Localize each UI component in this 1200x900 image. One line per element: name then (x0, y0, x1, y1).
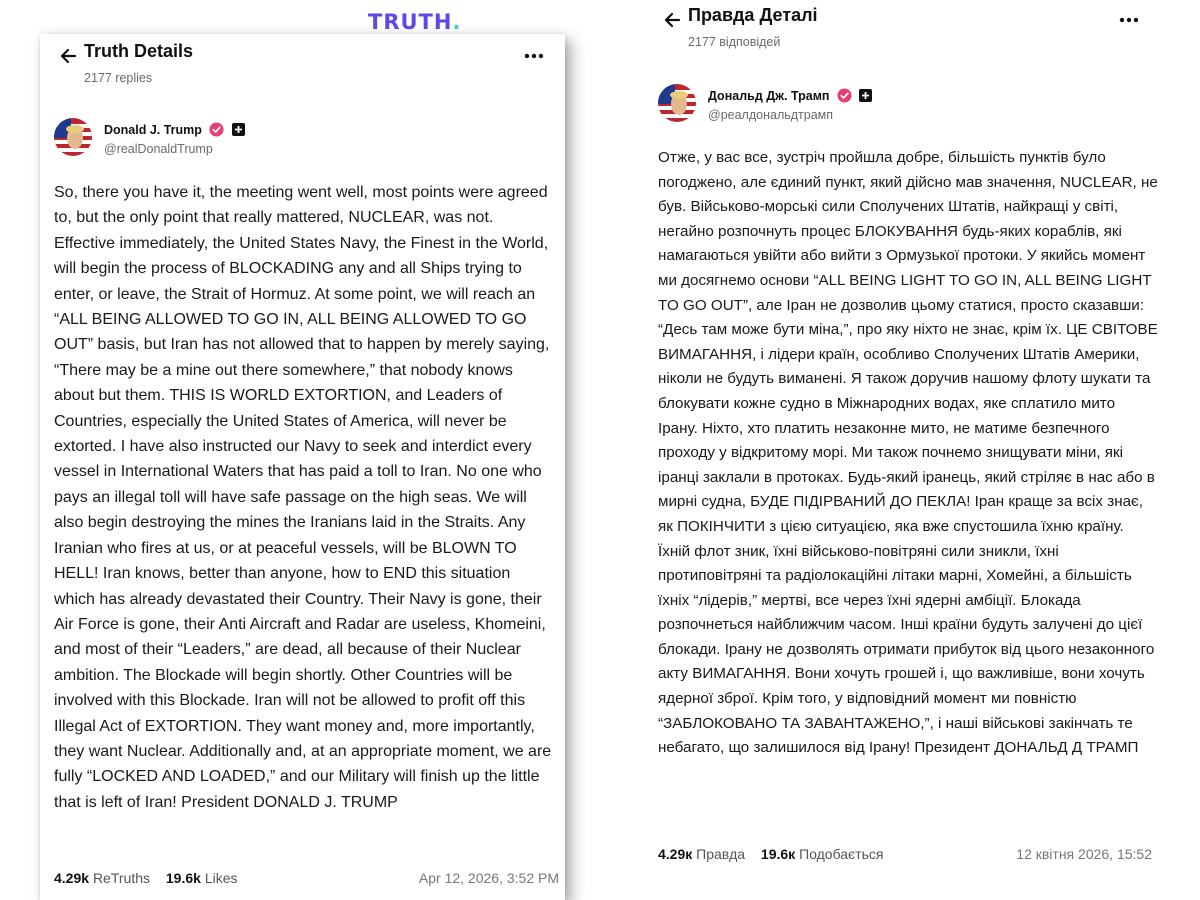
retruths-stat[interactable] (54, 870, 150, 886)
avatar[interactable] (658, 84, 696, 122)
post-stats (54, 870, 559, 886)
post-body: Отже, у вас все, зустріч пройшла добре, більшість пунктів було погоджено, але єдиний пункт, який дійсно мав значення, NUCLEAR, не був. Військово-морські сили Сполучених Штатів, найкращі у світі, негайно розпочнуть процес БЛОКУВАННЯ будь-яких кораблів, які намагаються увійти або вийти з Ормузької протоки. У якийсь момент ми досягнемо основи “ALL BEING LIGHT TO GO IN, ALL BEING LIGHT TO GO OUT”, але Іран не дозволив цьому статися, просто сказавши: “Десь там може бути міна,”, про яку ніхто не знає, крім їх. ЦЕ СВІТОВЕ ВИМАГАННЯ, і лідери країн, особливо Сполучених Штатів Америки, ніколи не будуть виманені. Я також доручив нашому флоту шукати та блокувати кожне судно в Міжнародних водах, яке сплатило мито Ірану. Ніхто, хто платить незаконне мито, не матиме безпечного проходу у відкритому морі. Ми також почнемо знищувати міни, які іранці заклали в протоках. Будь-який іранець, який стріляє в нас або в мирні судна, БУДЕ ПІДІРВАНИЙ ДО ПЕКЛА! Іран краще за всіх знає, як ПОКІНЧИТИ з цією ситуацією, яка вже спустошила їхню країну. Їхній флот зник, їхні військово-повітряні сили зникли, їхні протиповітряні та радіолокаційні літаки марні, Хомейні, а більшість їхніх “лідерів,” мертві, все через їхні ядерні амбіції. Блокада розпочнеться найближчим часом. Інші країни будуть залучені до цієї блокади. Ірану не дозволять отримати прибуток від цього незаконного акту ВИМАГАННЯ. Вони хочуть грошей і, що важливіше, вони хочуть ядерної зброї. Крім того, у відповідний момент ми повністю “ЗАБЛОКОВАНО ТА ЗАВАНТАЖЕНО,”, і наші військові закінчать те небагато, що залишилося від Ірану! Президент ДОНАЛЬД Д ТРАМП (658, 149, 1158, 757)
ukrainian-post-panel (640, 0, 1160, 900)
avatar[interactable] (54, 118, 92, 156)
plus-badge-icon (859, 89, 872, 102)
retruths-label: Правда (696, 846, 746, 862)
likes-count: 19.6k (165, 870, 201, 886)
retruths-stat[interactable] (658, 846, 745, 862)
truth-social-logo (368, 10, 461, 34)
more-dots-icon[interactable] (1116, 10, 1142, 30)
post-date: 12 квітня 2026, 15:52 (1016, 846, 1152, 862)
retruths-count: 4.29k (54, 870, 90, 886)
post-header (658, 4, 1146, 54)
post-body: So, there you have it, the meeting went well, most points were agreed to, but the only point that really mattered, NUCLEAR, was not. Effective immediately, the United States Navy, the Finest in the World, will begin the process of BLOCKADING any and all Ships trying to enter, or leave, the Strait of Hormuz. At some point, we will reach an “ALL BEING ALLOWED TO GO IN, ALL BEING ALLOWED TO GO OUT” basis, but Iran has not allowed that to happen by merely saying, “There may be a mine out there somewhere,” that nobody knows about but them. THIS IS WORLD EXTORTION, and Leaders of Countries, especially the United States of America, will never be extorted. I have also instructed our Navy to seek and interdict every vessel in International Waters that has paid a toll to Iran. No one who pays an illegal toll will have safe passage on the high seas. We will also begin destroying the mines the Iranians laid in the Straits. Any Iranian who fires at us, or at peaceful vessels, will be BLOWN TO HELL! Iran knows, better than anyone, how to END this situation which has already devastated their Country. Their Navy is gone, their Air Force is gone, their Anti Aircraft and Radar are useless, Khomeini, and most of their “Leaders,” are dead, all because of their Nuclear ambition. The Blockade will begin shortly. Other Countries will be involved with this Blockade. Iran will not be allowed to profit off this Illegal Act of EXTORTION. They want money and, more importantly, they want Nuclear. Additionally and, at an appropriate moment, we are fully “LOCKED AND LOADED,” and our Military will finish up the little that is left of Iran! President DONALD J. TRUMP (54, 184, 552, 811)
likes-stat[interactable] (166, 870, 238, 886)
author-name[interactable]: Дональд Дж. Трамп (708, 88, 830, 103)
logo-dot: . (452, 10, 462, 34)
replies-count: 2177 відповідей (688, 35, 781, 49)
post-date: Apr 12, 2026, 3:52 PM (418, 870, 559, 886)
more-dots-icon[interactable] (521, 46, 547, 66)
retruths-count: 4.29к (658, 846, 693, 862)
back-arrow-icon[interactable] (58, 46, 78, 66)
verified-badge-icon (837, 88, 852, 103)
back-arrow-icon[interactable] (662, 10, 682, 30)
plus-badge-icon (232, 123, 245, 136)
page-title: Правда Деталі (688, 5, 818, 25)
logo-text: TRUTH (368, 10, 453, 34)
likes-count: 19.6к (760, 846, 796, 862)
verified-badge-icon (209, 122, 224, 137)
likes-label: Likes (204, 870, 238, 886)
author-handle[interactable]: @реалдональдтрамп (708, 108, 834, 122)
english-post-panel (40, 34, 565, 900)
author-block (658, 84, 1146, 126)
likes-label: Подобається (799, 846, 884, 862)
author-handle[interactable]: @realDonaldTrump (104, 142, 213, 156)
post-header (54, 40, 551, 90)
page-title: Truth Details (84, 41, 194, 61)
author-block (54, 118, 551, 160)
retruths-label: ReTruths (92, 870, 150, 886)
likes-stat[interactable] (761, 846, 884, 862)
author-name[interactable]: Donald J. Trump (104, 122, 202, 137)
replies-count: 2177 replies (84, 71, 153, 85)
post-stats (658, 846, 1152, 862)
